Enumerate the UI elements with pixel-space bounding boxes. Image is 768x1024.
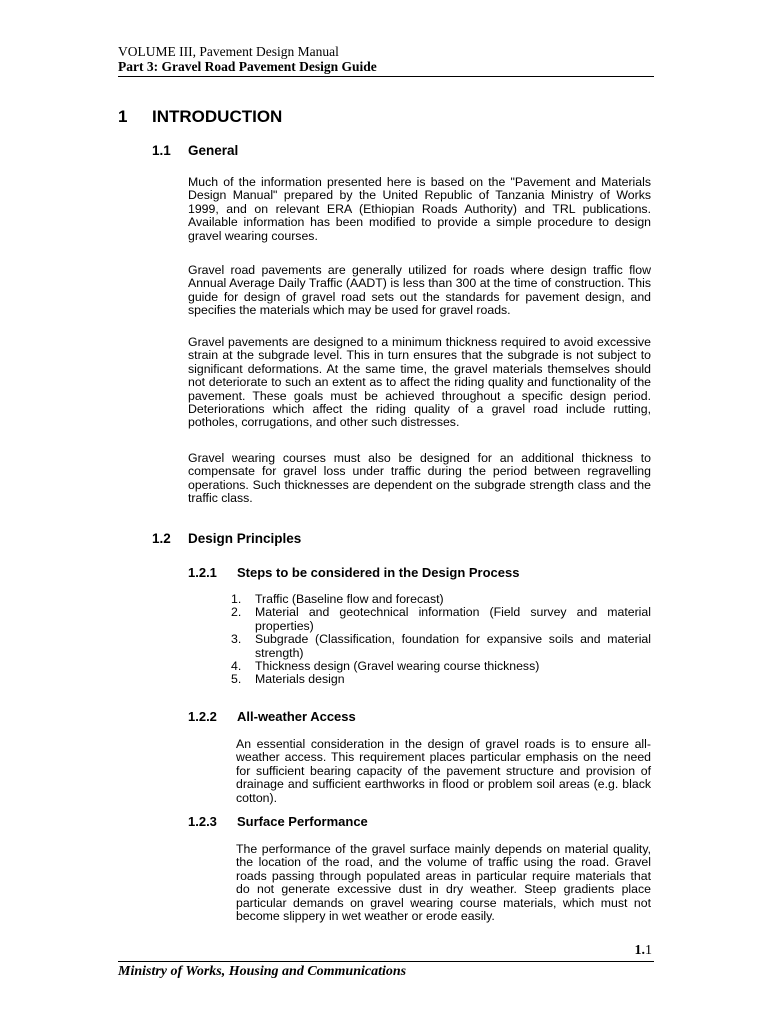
paragraph: Much of the information presented here is based on the "Pavement and Materials Design Manual" prepared by the United Republic of Tanzania Ministry of Works 1999, and on relevant ERA (Ethiopian Roads Authority) and TRL publications. Available information has been modified to provide a simple procedure to design gravel wearing courses. [188,175,651,243]
section-number: 1.1 [152,143,171,158]
list-item: 4. Thickness design (Gravel wearing course thickness) [231,659,540,674]
section-title: General [188,143,239,158]
paragraph: Gravel wearing courses must also be designed for an additional thickness to compensate for gravel loss under traffic during the period between regravelling operations. Such thicknesses are dependent on the subgrade strength class and the traffic class. [188,451,651,506]
subsection-title: Surface Performance [237,814,368,829]
section-number: 1.2 [152,531,171,546]
paragraph: Gravel pavements are designed to a minimum thickness required to avoid excessive strain at the subgrade level. This in turn ensures that the subgrade is not subject to significant deformations. At the same time, the gravel materials themselves should not deteriorate to such an extent as to affect the riding quality and functionality of the pavement. These goals must be achieved throughout a specific design period. Deteriorations which affect the riding quality of a gravel road include rutting, potholes, corrugations, and other such distresses. [188,335,651,430]
header-rule [118,76,654,77]
list-item: 3. Subgrade (Classification, foundation for expansive soils and material strength) [231,632,651,660]
paragraph: Gravel road pavements are generally utilized for roads where design traffic flow Annual Average Daily Traffic (AADT) is less than 300 at the time of construction. This guide for design of gravel road sets out the standards for pavement design, and specifies the materials which may be used for gravel roads. [188,263,651,318]
running-header-volume: VOLUME III, Pavement Design Manual [118,44,339,59]
chapter-title: INTRODUCTION [152,107,283,126]
subsection-number: 1.2.2 [188,709,217,724]
chapter-number: 1 [118,107,128,126]
section-title: Design Principles [188,531,302,546]
footer-rule [118,961,654,962]
page-number: 1.1 [634,943,652,958]
paragraph: The performance of the gravel surface mainly depends on material quality, the location of the road, and the volume of traffic using the road. Gravel roads passing through populated areas in particular require materials that do not generate excessive dust in dry weather. Steep gradients place particular demands on gravel wearing course materials, which must not become slippery in wet weather or erode easily. [236,842,651,924]
subsection-title: All-weather Access [237,709,356,724]
subsection-number: 1.2.1 [188,565,217,580]
design-steps-list [231,592,651,687]
list-item: 2. Material and geotechnical information (Field survey and material properties) [231,605,651,633]
paragraph: An essential consideration in the design of gravel roads is to ensure all-weather access. This requirement places particular emphasis on the need for sufficient bearing capacity of the pavement structure and provision of drainage and sufficient earthworks in flood or problem soil areas (e.g. black cotton). [236,737,651,805]
running-footer: Ministry of Works, Housing and Communications [118,964,407,979]
list-item: 5. Materials design [231,672,345,687]
subsection-title: Steps to be considered in the Design Process [237,565,520,580]
list-item: 1. Traffic (Baseline flow and forecast) [231,592,444,606]
subsection-number: 1.2.3 [188,814,217,829]
running-header-part: Part 3: Gravel Road Pavement Design Guide [118,59,377,74]
